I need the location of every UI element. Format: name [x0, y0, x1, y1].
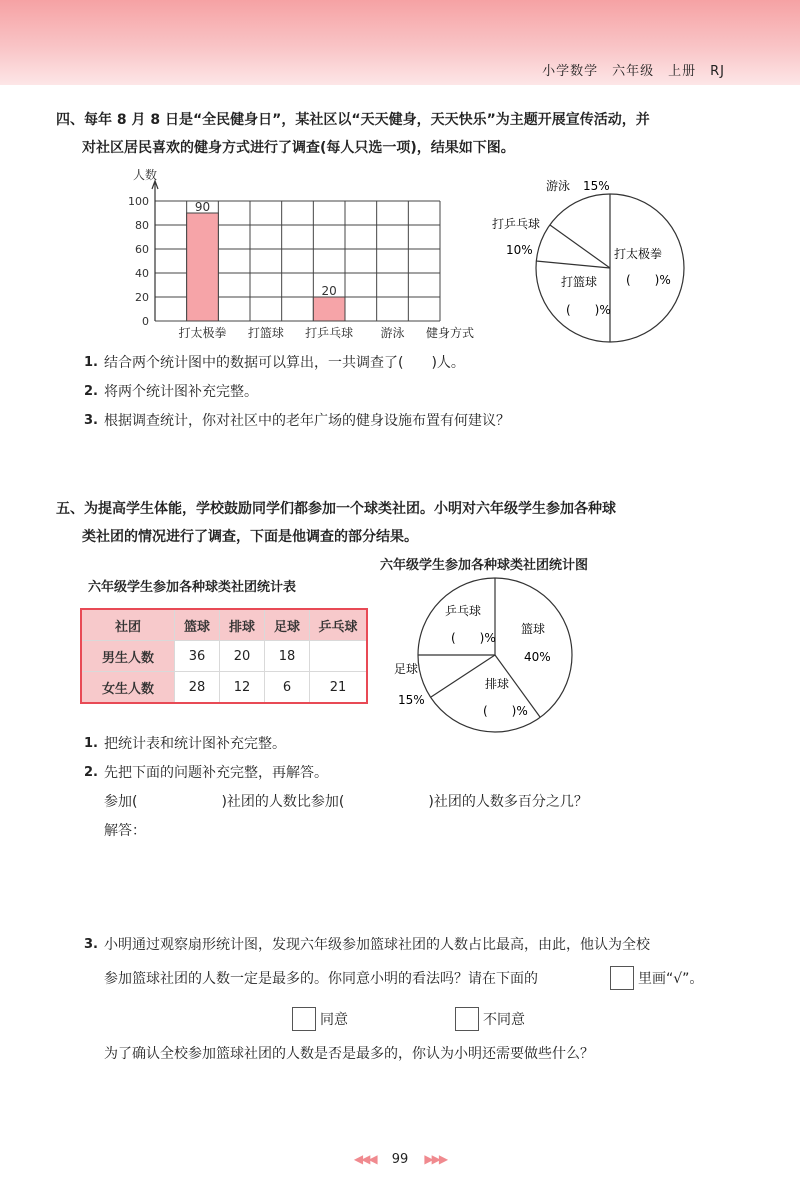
answer-label: 解答：	[104, 823, 146, 839]
category-label: 打太极拳	[178, 326, 227, 340]
q4-sub1-text: 结合两个统计图中的数据可以算出，一共调查了( )人。	[104, 355, 465, 371]
fitness-bar-chart	[120, 165, 490, 345]
q5-line2: 类社团的情况进行了调查，下面是他调查的部分结果。	[82, 529, 418, 545]
q5-sub3-question: 为了确认全校参加篮球社团的人数是否是最多的，你认为小明还需要做些什么？	[104, 1046, 594, 1062]
agree-label: 同意	[320, 1012, 348, 1028]
table-header-cell: 社团	[81, 609, 175, 641]
disagree-checkbox[interactable]	[455, 1007, 479, 1031]
pie-value-taichi: ( )%	[626, 273, 671, 287]
q4-line2: 对社区居民喜欢的健身方式进行了调查(每人只选一项)，结果如下图。	[82, 140, 515, 156]
q5-table-title: 六年级学生参加各种球类社团统计表	[88, 580, 297, 595]
table-row-label: 女生人数	[81, 672, 175, 704]
club-stats-table	[80, 608, 368, 704]
q5-sub3-line2b: 里画“√”。	[638, 971, 704, 987]
table-header-cell: 足球	[265, 609, 310, 641]
pie-label-football: 足球	[394, 662, 419, 676]
q5-sub3-number: 3.	[84, 937, 98, 952]
x-axis-title: 健身方式	[425, 326, 475, 340]
pie-label-basketball: 篮球	[521, 622, 546, 636]
pie-value-basketball: 40%	[524, 650, 551, 664]
table-cell-blank[interactable]	[310, 641, 368, 672]
page-number: 99	[391, 1152, 409, 1167]
pie-label-volleyball: 排球	[485, 677, 510, 691]
page-number-bar	[0, 1152, 800, 1167]
bar-chart-labels	[128, 167, 474, 340]
q5-line1: 五、为提高学生体能，学校鼓励同学们都参加一个球类社团。小明对六年级学生参加各种球	[56, 501, 616, 517]
bar-value-label: 90	[194, 200, 211, 214]
book-label: 小学数学 六年级 上册 RJ	[542, 64, 725, 79]
table-cell: 12	[220, 672, 265, 704]
y-tick-label: 60	[135, 243, 149, 256]
table-row	[81, 641, 367, 672]
q4-sub3-number: 3.	[84, 413, 98, 428]
right-arrows-icon: ▶▶▶	[424, 1152, 447, 1166]
table-row	[81, 672, 367, 704]
q5-sub1-text: 把统计表和统计图补充完整。	[104, 736, 286, 752]
pie-value-pingpong: ( )%	[451, 631, 496, 645]
bar-chart-bars	[187, 213, 345, 321]
table-header-cell: 排球	[220, 609, 265, 641]
q5-sub3-line2a: 参加篮球社团的人数一定是最多的。你同意小明的看法吗？请在下面的	[104, 971, 538, 987]
q5-pie-title: 六年级学生参加各种球类社团统计图	[380, 558, 589, 573]
table-header-row	[81, 609, 367, 641]
club-pie-chart	[385, 575, 585, 735]
bar	[313, 297, 345, 321]
pie-value-football: 15%	[398, 693, 425, 707]
q5-sub2-number: 2.	[84, 765, 98, 780]
table-row-label: 男生人数	[81, 641, 175, 672]
bar	[187, 213, 219, 321]
category-label: 打篮球	[247, 326, 284, 340]
table-cell: 18	[265, 641, 310, 672]
table-cell: 6	[265, 672, 310, 704]
table-header-cell: 乒乓球	[310, 609, 368, 641]
pie-value-swimming: 15%	[583, 179, 610, 193]
q5-sub2-question: 参加( )社团的人数比参加( )社团的人数多百分之几？	[104, 794, 588, 810]
y-tick-label: 80	[135, 219, 149, 232]
y-tick-label: 40	[135, 267, 149, 280]
fitness-pie-chart	[480, 168, 710, 358]
category-label: 游泳	[380, 326, 405, 340]
q4-sub2-number: 2.	[84, 384, 98, 399]
q4-sub2-text: 将两个统计图补充完整。	[104, 384, 258, 400]
category-label: 打乒乓球	[305, 326, 354, 340]
pie-label-swimming: 游泳	[546, 179, 571, 193]
left-arrows-icon: ◀◀◀	[353, 1152, 376, 1166]
q4-line1: 四、每年 8 月 8 日是“全民健身日”，某社区以“天天健身，天天快乐”为主题开展宣传活动，并	[56, 112, 650, 128]
pie-label-pingpong: 乒乓球	[445, 604, 482, 618]
y-tick-label: 100	[128, 195, 149, 208]
agree-checkbox[interactable]	[292, 1007, 316, 1031]
pie-divider	[536, 261, 610, 268]
q5-sub1-number: 1.	[84, 736, 98, 751]
y-tick-label: 0	[142, 315, 149, 328]
table-cell: 20	[220, 641, 265, 672]
q5-sub3-line1: 小明通过观察扇形统计图，发现六年级参加篮球社团的人数占比最高，由此，他认为全校	[104, 937, 650, 953]
bar-value-label: 20	[321, 284, 337, 298]
pie-label-pingpong: 打乒乓球	[492, 217, 541, 231]
disagree-label: 不同意	[483, 1012, 525, 1028]
y-axis-title: 人数	[133, 168, 158, 182]
pie-value-pingpong: 10%	[506, 243, 533, 257]
pie-label-basketball: 打篮球	[561, 275, 598, 289]
example-checkbox	[610, 966, 634, 990]
q4-sub1-number: 1.	[84, 355, 98, 370]
table-cell: 36	[175, 641, 220, 672]
pie-value-basketball: ( )%	[566, 303, 611, 317]
q4-sub3-text: 根据调查统计，你对社区中的老年广场的健身设施布置有何建议？	[104, 413, 510, 429]
pie-divider	[550, 225, 610, 268]
pie-label-taichi: 打太极拳	[614, 247, 663, 261]
table-cell: 21	[310, 672, 368, 704]
q5-sub2-text: 先把下面的问题补充完整，再解答。	[104, 765, 328, 781]
y-tick-label: 20	[135, 291, 149, 304]
table-cell: 28	[175, 672, 220, 704]
pie-value-volleyball: ( )%	[483, 704, 528, 718]
table-header-cell: 篮球	[175, 609, 220, 641]
